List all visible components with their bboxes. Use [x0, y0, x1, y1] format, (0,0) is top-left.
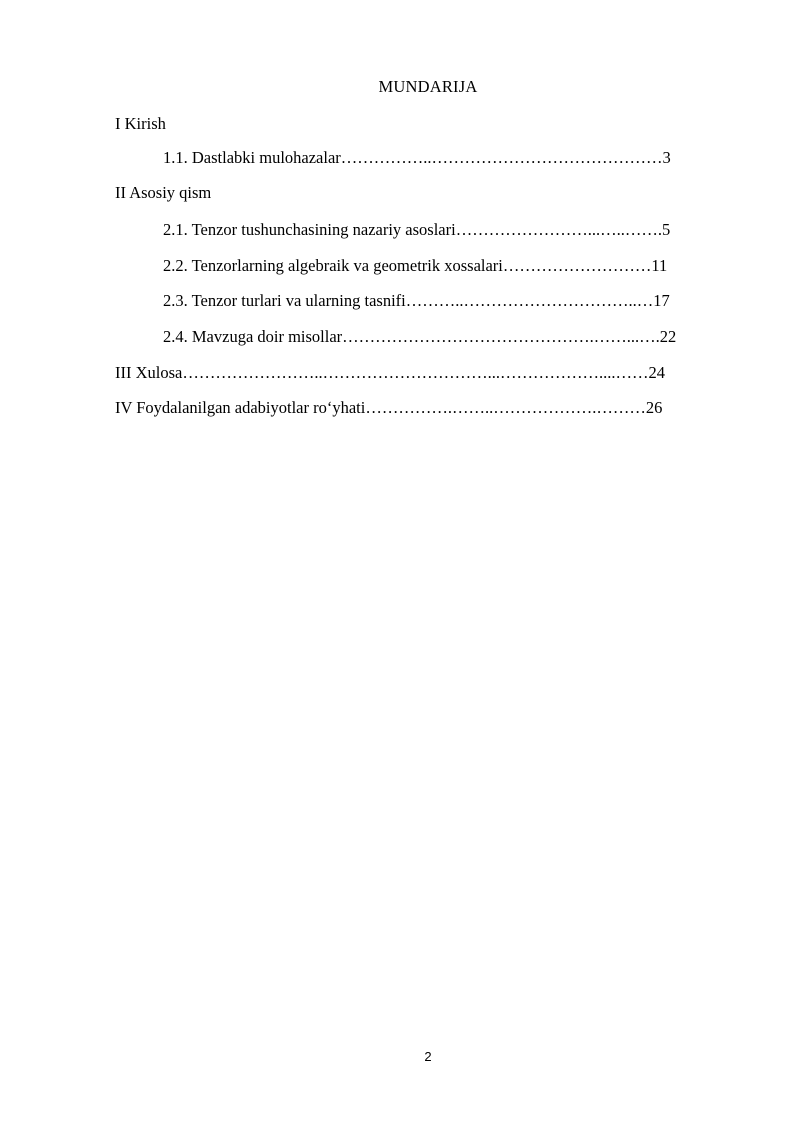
toc-entry-1-1: 1.1. Dastlabki mulohazalar……………..……………………………………3: [163, 148, 671, 167]
toc-section-xulosa: III Xulosa……………………..…………………………...………………....……24: [115, 363, 665, 382]
toc-entry-2-4: 2.4. Mavzuga doir misollar……………………………………….……...….22: [163, 327, 677, 346]
toc-entry-2-2: 2.2. Tenzorlarning algebraik va geometrik xossalari………………………11: [163, 256, 668, 275]
toc-entry-2-1: 2.1. Tenzor tushunchasining nazariy asoslari……………………...…..…….5: [163, 220, 671, 239]
page-number: 2: [424, 1049, 432, 1064]
toc-entry-2-3: 2.3. Tenzor turlari va ularning tasnifi………..…………………………..…17: [163, 291, 670, 310]
toc-section-asosiy-qism: II Asosiy qism: [115, 183, 212, 202]
toc-section-kirish: I Kirish: [115, 114, 166, 133]
toc-section-adabiyotlar: IV Foydalanilgan adabiyotlar ro‘yhati…………….……..……………….………26: [115, 398, 663, 417]
toc-title: MUNDARIJA: [378, 77, 478, 96]
